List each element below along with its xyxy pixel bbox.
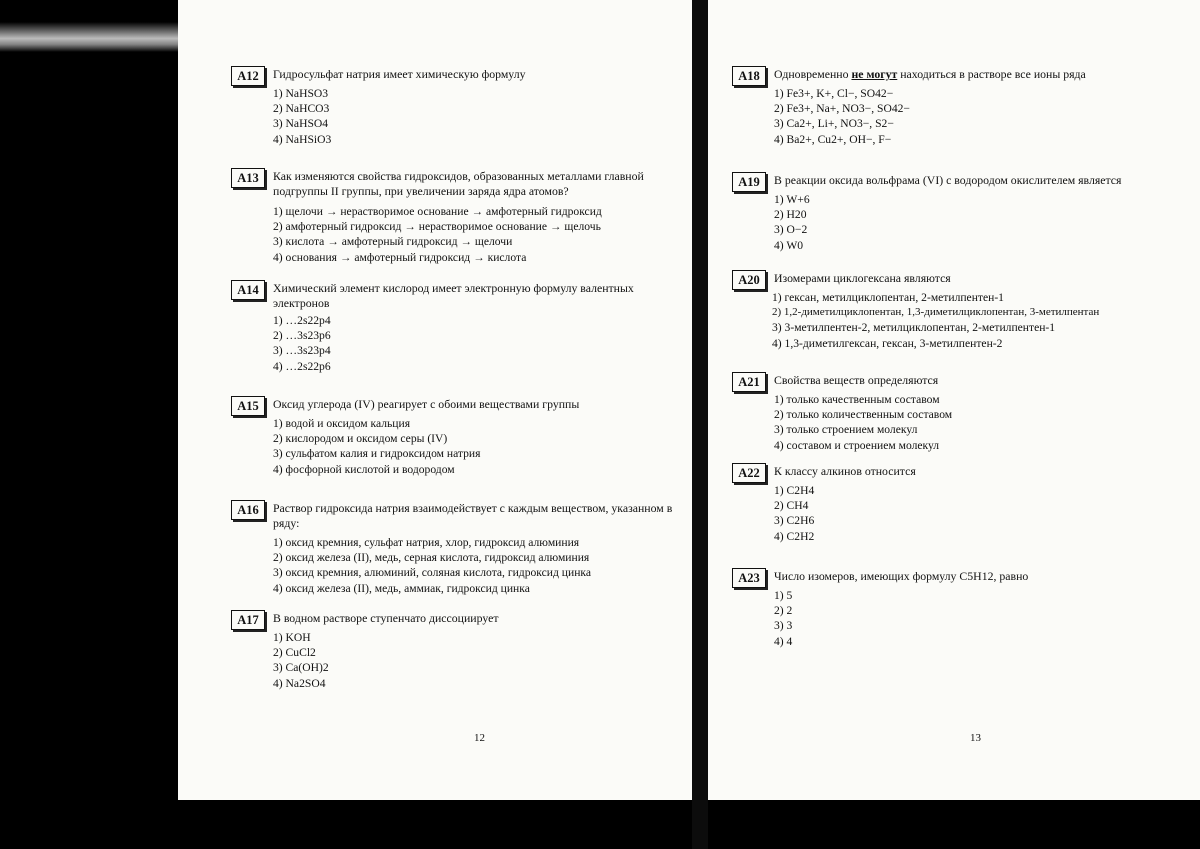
options-list (273, 630, 688, 691)
question-label: A15 (231, 396, 265, 416)
option: 3) O−2 (774, 223, 808, 237)
question-text: В водном растворе ступенчато диссоциирует (273, 611, 499, 625)
option: 1) только качественным составом (774, 393, 940, 406)
option: 1) водой и оксидом кальция (273, 417, 411, 430)
options-list (772, 290, 1196, 351)
right-page (708, 0, 1200, 800)
question-label: A13 (231, 168, 265, 188)
option: 2) кислородом и оксидом серы (IV) (273, 432, 448, 446)
book-spine (692, 0, 708, 849)
option: 4) составом и строением молекул (774, 438, 940, 452)
question-text: Оксид углерода (IV) реагирует с обоими веществами группы (273, 397, 580, 411)
option: 1) 5 (774, 589, 793, 602)
option: 4) NaHSiO3 (273, 132, 332, 146)
option: 1) NaHSO3 (273, 87, 329, 100)
question-text: Гидросульфат натрия имеет химическую формулу (273, 67, 526, 81)
question-label: A22 (732, 463, 766, 483)
option: 2) Fe3+, Na+, NO3−, SO42− (774, 102, 910, 116)
question-label: A20 (732, 270, 766, 290)
options-list (273, 313, 688, 374)
option: 4) Na2SO4 (273, 676, 326, 690)
option: 2) NaHCO3 (273, 102, 330, 116)
scan-edge-noise (0, 22, 178, 52)
option: 1) W+6 (774, 193, 810, 206)
option: 3) кислота → амфотерный гидроксид → щелочи (273, 235, 513, 249)
option: 4) основания → амфотерный гидроксид → кислота (273, 250, 527, 264)
option: 3) оксид кремния, алюминий, соляная кислота, гидроксид цинка (273, 566, 592, 580)
options-list (774, 588, 1196, 649)
question-text: Свойства веществ определяются (774, 373, 939, 387)
question-label: A16 (231, 500, 265, 520)
question-label: A18 (732, 66, 766, 86)
options-list (273, 535, 688, 596)
option: 4) W0 (774, 238, 804, 252)
page-number: 12 (474, 732, 485, 744)
option: 2) CuCl2 (273, 646, 316, 660)
option: 3) только строением молекул (774, 423, 918, 437)
question-text: Число изомеров, имеющих формулу C5H12, равно (774, 569, 1029, 583)
option: 2) амфотерный гидроксид → нерастворимое основание → щелочь (273, 220, 601, 234)
option: 1) C2H4 (774, 484, 815, 497)
options-list (774, 483, 1196, 544)
question-text: Раствор гидроксида натрия взаимодействует с каждым веществом, указанном в ряду: (273, 501, 673, 530)
option: 4) 4 (774, 634, 793, 648)
option: 3) 3 (774, 619, 793, 633)
option: 2) CH4 (774, 499, 809, 513)
question-text: К классу алкинов относится (774, 464, 916, 478)
left-page (178, 0, 692, 800)
option: 1) оксид кремния, сульфат натрия, хлор, гидроксид алюминия (273, 536, 580, 549)
option: 1) щелочи → нерастворимое основание → амфотерный гидроксид (273, 205, 602, 218)
question-text: В реакции оксида вольфрама (VI) с водородом окислителем является (774, 173, 1122, 187)
options-list (273, 416, 688, 477)
question-text-part: Одновременно (774, 67, 852, 81)
options-list (273, 204, 688, 265)
option: 1) Fe3+, K+, Cl−, SO42− (774, 87, 894, 100)
option: 3) NaHSO4 (273, 117, 329, 131)
option: 3) сульфатом калия и гидроксидом натрия (273, 447, 481, 461)
question-text-part: находиться в растворе все ионы ряда (897, 67, 1086, 81)
option: 3) Ca(OH)2 (273, 661, 329, 675)
option: 1) KOH (273, 631, 311, 644)
option: 2) оксид железа (II), медь, серная кислота, гидроксид алюминия (273, 551, 590, 565)
question-label: A19 (732, 172, 766, 192)
question-text: Изомерами циклогексана являются (774, 271, 951, 285)
question-text (774, 67, 1192, 82)
option: 4) Ba2+, Cu2+, OH−, F− (774, 132, 892, 146)
options-list (774, 86, 1196, 147)
option: 3) Ca2+, Li+, NO3−, S2− (774, 117, 894, 131)
emphasis-text: не могут (851, 67, 898, 81)
options-list (273, 86, 688, 147)
page-number: 13 (970, 732, 981, 744)
question-label: A12 (231, 66, 265, 86)
options-list (774, 392, 1196, 453)
question-label: A17 (231, 610, 265, 630)
question-label: A21 (732, 372, 766, 392)
option: 2) …3s23p6 (273, 329, 331, 343)
option: 4) C2H2 (774, 529, 815, 543)
option: 3) C2H6 (774, 514, 815, 528)
option: 2) H20 (774, 208, 807, 222)
option: 4) оксид железа (II), медь, аммиак, гидроксид цинка (273, 581, 530, 595)
option: 3) …3s23p4 (273, 344, 331, 358)
option: 2) 2 (774, 604, 793, 618)
option: 2) 1,2-диметилциклопентан, 1,3-диметилциклопентан, 3-метилпентан (772, 306, 1100, 319)
option: 3) 3-метилпентен-2, метилциклопентан, 2-метилпентен-1 (772, 321, 1056, 335)
question-label: A23 (732, 568, 766, 588)
option: 4) фосфорной кислотой и водородом (273, 462, 455, 476)
question-text: Как изменяются свойства гидроксидов, образованных металлами главной подгруппы II группы, при увеличении заряда ядра атомов? (273, 169, 644, 198)
options-list (774, 192, 1196, 253)
option: 2) только количественным составом (774, 408, 953, 422)
question-text: Химический элемент кислород имеет электронную формулу валентных электронов (273, 281, 634, 310)
option: 1) …2s22p4 (273, 314, 331, 327)
option: 4) …2s22p6 (273, 359, 331, 373)
option: 4) 1,3-диметилгексан, гексан, 3-метилпентен-2 (772, 336, 1003, 350)
option: 1) гексан, метилциклопентан, 2-метилпентен-1 (772, 291, 1004, 304)
question-label: A14 (231, 280, 265, 300)
